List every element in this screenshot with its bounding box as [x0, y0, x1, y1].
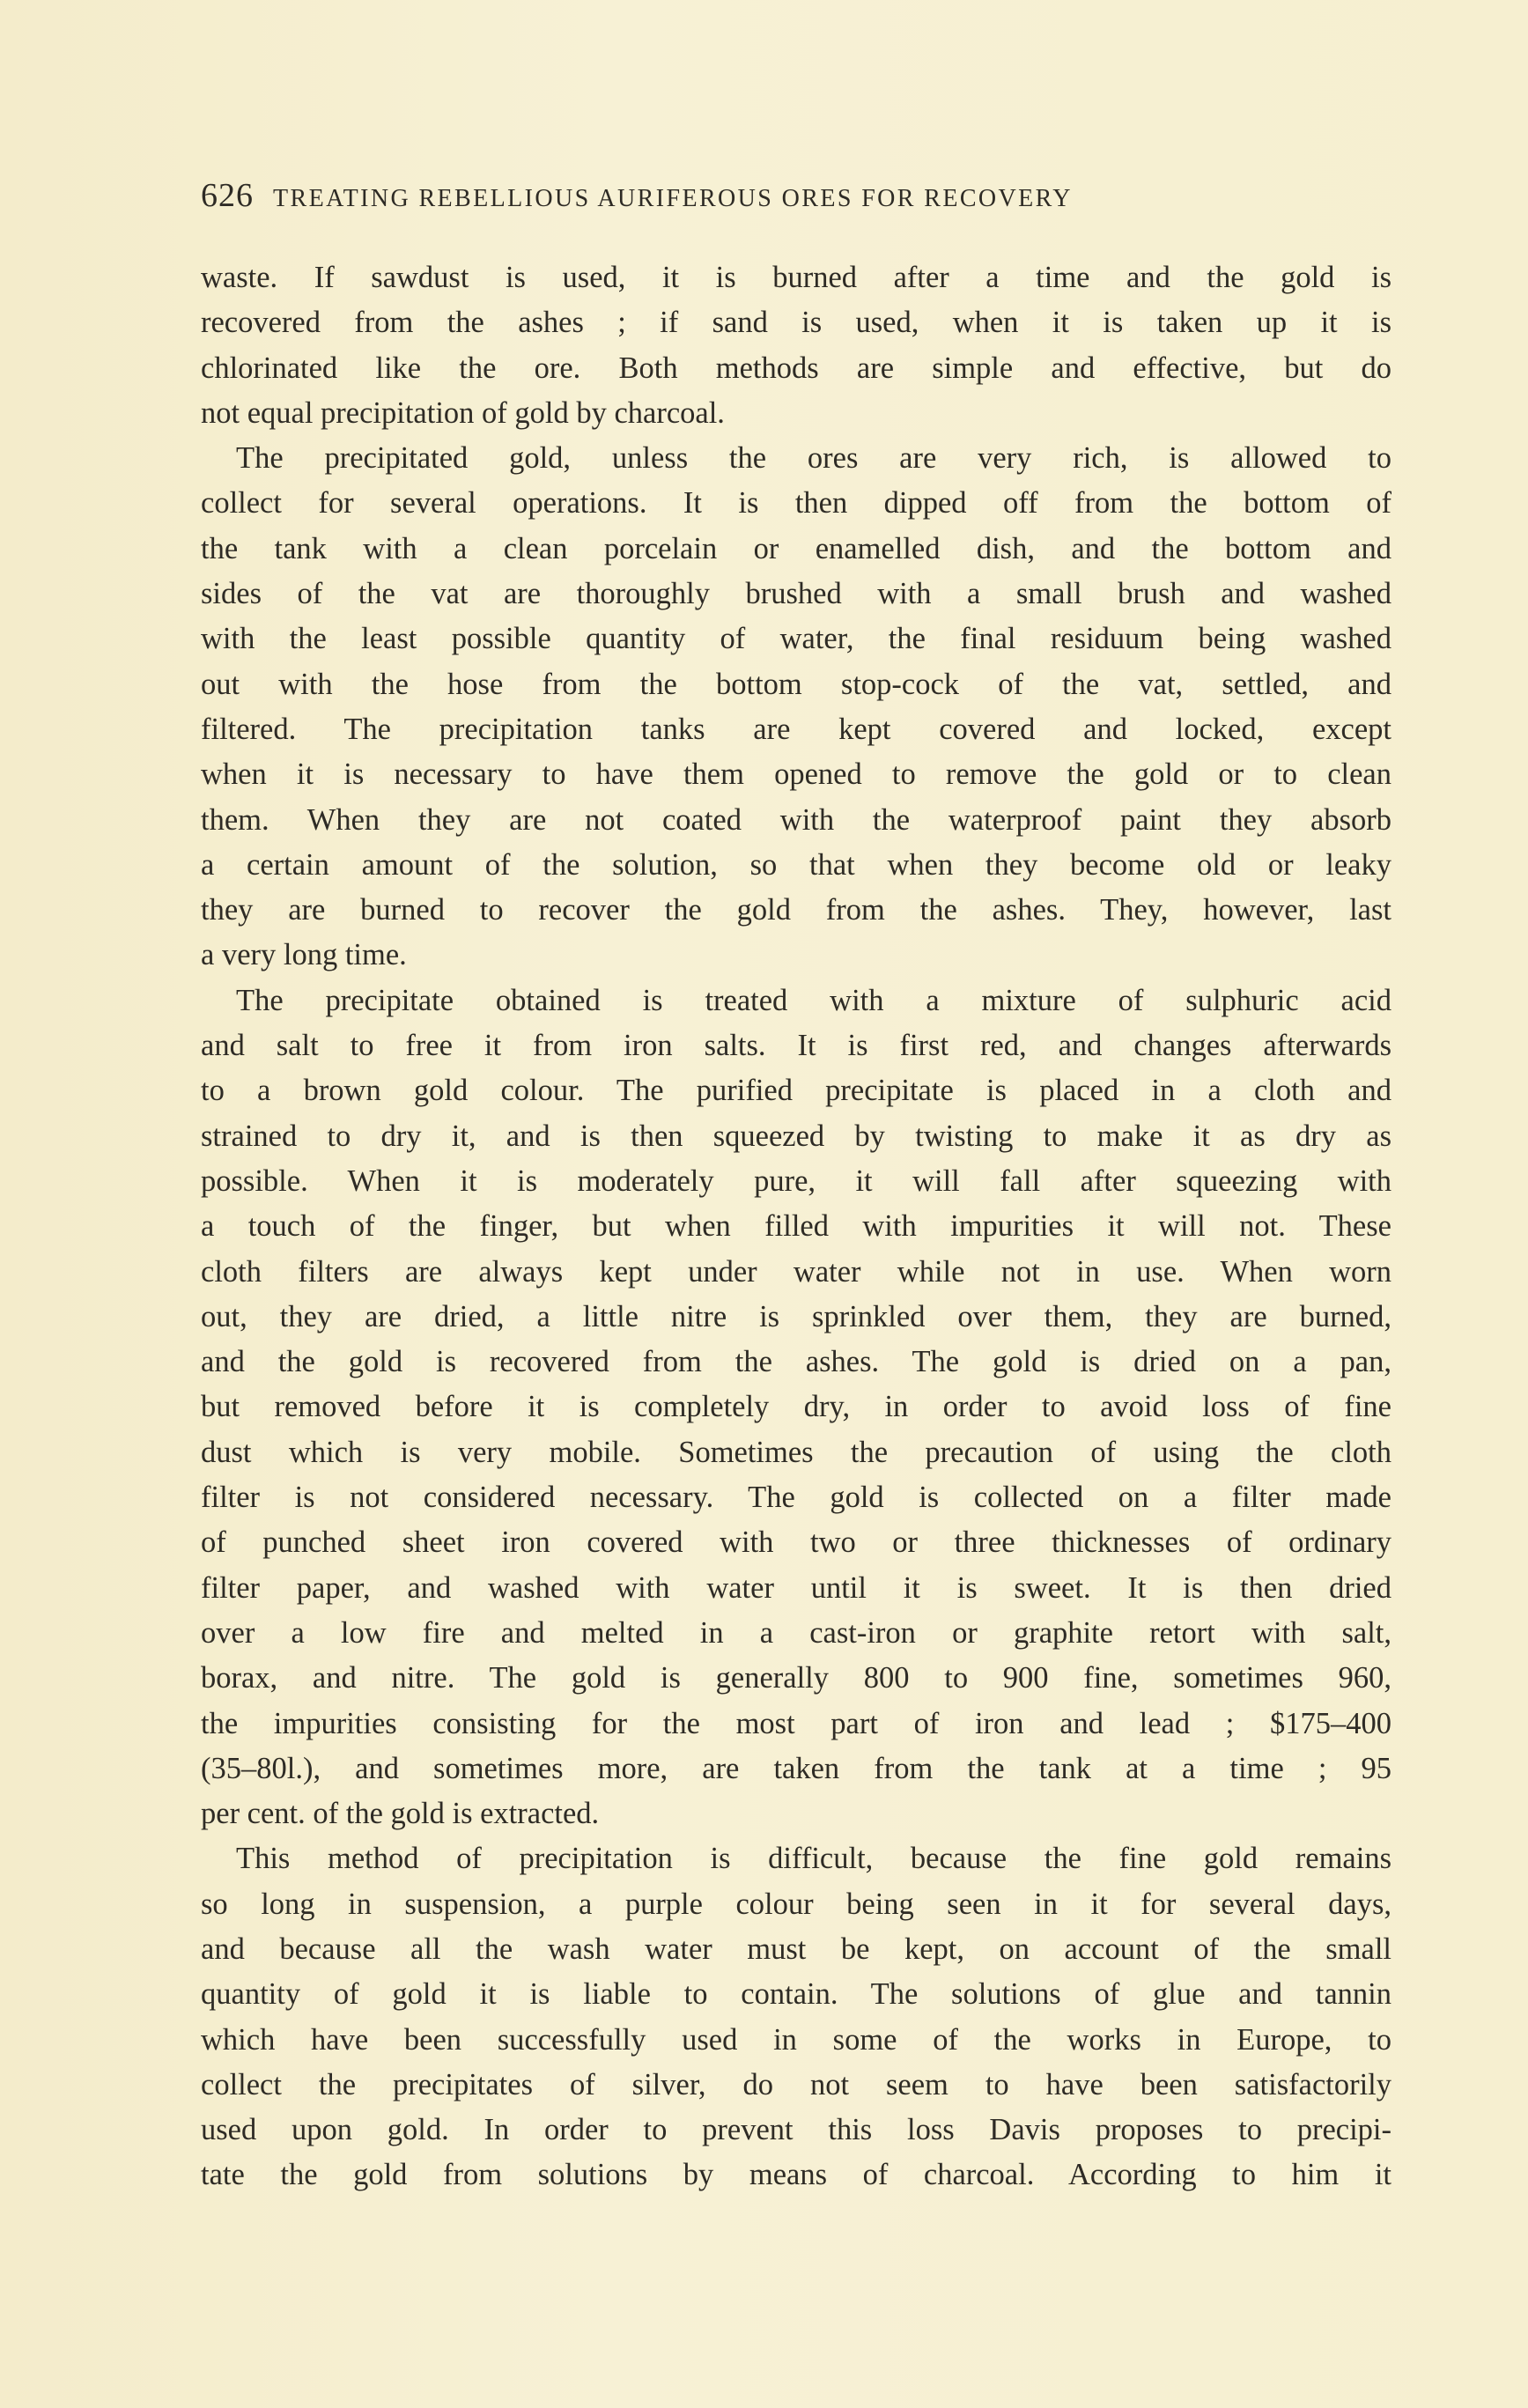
- text-line: The precipitated gold, unless the ores are very rich, is allowed to: [236, 441, 1391, 476]
- text-line: quantity of gold it is liable to contain. The solutions of glue and tannin: [201, 1977, 1391, 2012]
- text-line: filter is not considered necessary. The gold is collected on a filter made: [201, 1481, 1391, 1515]
- text-line: a certain amount of the solution, so that when they become old or leaky: [201, 847, 1391, 882]
- text-line: so long in suspension, a purple colour being seen in it for several days,: [201, 1887, 1391, 1921]
- text-line: to a brown gold colour. The purified precipitate is placed in a cloth and: [201, 1074, 1391, 1108]
- text-line: waste. If sawdust is used, it is burned after a time and the gold is: [201, 261, 1391, 294]
- text-line: The precipitate obtained is treated with a mixture of sulphuric acid: [236, 983, 1391, 1017]
- text-line: them. When they are not coated with the waterproof paint they absorb: [201, 802, 1391, 837]
- text-line: cloth filters are always kept under water while not in use. When worn: [201, 1254, 1391, 1289]
- text-line: chlorinated like the ore. Both methods are simple and effective, but do: [201, 351, 1391, 385]
- paragraph-3: [201, 979, 1391, 1837]
- text-line: strained to dry it, and is then squeezed by twisting to make it as dry as: [201, 1119, 1391, 1153]
- paragraph-1: [201, 255, 1391, 436]
- text-line: used upon gold. In order to prevent this loss Davis proposes to precipi-: [201, 2113, 1391, 2147]
- text-line: recovered from the ashes ; if sand is used, when it is taken up it is: [201, 306, 1391, 340]
- text-line: not equal precipitation of gold by charcoal.: [201, 395, 725, 430]
- text-line: when it is necessary to have them opened to remove the gold or to clean: [201, 757, 1391, 792]
- text-line: and the gold is recovered from the ashes. The gold is dried on a pan,: [201, 1345, 1391, 1379]
- text-line: collect for several operations. It is then dipped off from the bottom of: [201, 486, 1391, 521]
- text-line: tate the gold from solutions by means of charcoal. According to him it: [201, 2158, 1391, 2192]
- text-line: but removed before it is completely dry, in order to avoid loss of fine: [201, 1390, 1391, 1424]
- paragraph-2: [201, 436, 1391, 979]
- text-line: which have been successfully used in some of the works in Europe, to: [201, 2022, 1391, 2057]
- text-line: and because all the wash water must be kept, on account of the small: [201, 1932, 1391, 1966]
- text-line: per cent. of the gold is extracted.: [201, 1797, 600, 1831]
- page-number: 626: [201, 177, 254, 214]
- text-line: out, they are dried, a little nitre is sprinkled over them, they are burned,: [201, 1299, 1391, 1333]
- book-page: [201, 176, 1391, 2198]
- text-line: This method of precipitation is difficult, because the fine gold remains: [236, 1842, 1391, 1876]
- running-head: [201, 176, 1391, 220]
- body-text: [201, 255, 1391, 2198]
- text-line: and salt to free it from iron salts. It is first red, and changes afterwards: [201, 1029, 1391, 1063]
- text-line: with the least possible quantity of water, the final residuum being washed: [201, 622, 1391, 656]
- text-line: borax, and nitre. The gold is generally 800 to 900 fine, sometimes 960,: [201, 1661, 1391, 1695]
- text-line: the impurities consisting for the most part of iron and lead ; $175–400: [201, 1706, 1391, 1740]
- text-line: filtered. The precipitation tanks are kept covered and locked, except: [201, 712, 1391, 746]
- text-line: they are burned to recover the gold from the ashes. They, however, last: [201, 893, 1391, 927]
- text-line: filter paper, and washed with water until it is sweet. It is then dried: [201, 1570, 1391, 1605]
- text-line: a very long time.: [201, 938, 407, 972]
- running-title: TREATING REBELLIOUS AURIFEROUS ORES FOR RECOVERY: [273, 185, 1073, 212]
- text-line: collect the precipitates of silver, do not seem to have been satisfactorily: [201, 2067, 1391, 2101]
- text-line: the tank with a clean porcelain or enamelled dish, and the bottom and: [201, 531, 1391, 565]
- text-line: out with the hose from the bottom stop-cock of the vat, settled, and: [201, 667, 1391, 701]
- text-line: over a low fire and melted in a cast-iron or graphite retort with salt,: [201, 1615, 1391, 1650]
- text-line: a touch of the finger, but when filled with impurities it will not. These: [201, 1209, 1391, 1244]
- text-line: possible. When it is moderately pure, it will fall after squeezing with: [201, 1163, 1391, 1198]
- text-line: (35–80l.), and sometimes more, are taken from the tank at a time ; 95: [201, 1751, 1391, 1785]
- text-line: of punched sheet iron covered with two or three thicknesses of ordinary: [201, 1525, 1391, 1560]
- paragraph-4: [201, 1836, 1391, 2197]
- text-line: dust which is very mobile. Sometimes the precaution of using the cloth: [201, 1435, 1391, 1469]
- text-line: sides of the vat are thoroughly brushed with a small brush and washed: [201, 577, 1391, 611]
